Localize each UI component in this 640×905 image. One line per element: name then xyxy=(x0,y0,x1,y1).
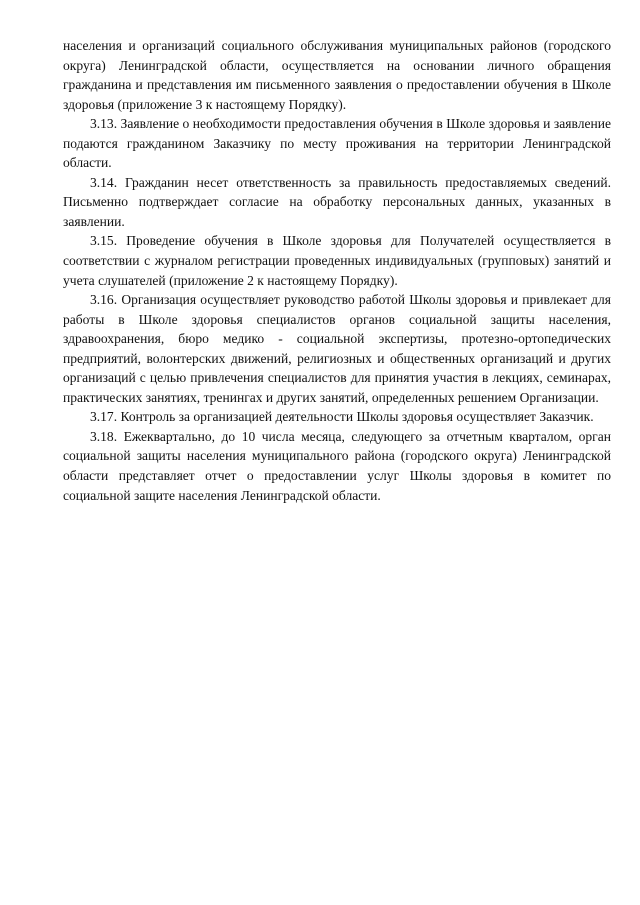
document-page xyxy=(63,36,611,505)
paragraph-continuation: населения и организаций социального обслуживания муниципальных районов (городского округа) Ленинградской области, осуществляется на основании личного обращения гражданина и представления им письменного заявления о предоставлении обучения в Школе здоровья (приложение 3 к настоящему Порядку). xyxy=(63,38,611,112)
paragraph-3-13: 3.13. Заявление о необходимости предоставления обучения в Школе здоровья и заявление подаются гражданином Заказчику по месту проживания на территории Ленинградской области. xyxy=(63,116,611,171)
paragraph-3-17: 3.17. Контроль за организацией деятельности Школы здоровья осуществляет Заказчик. xyxy=(90,409,594,425)
paragraph-3-18: 3.18. Ежеквартально, до 10 числа месяца, следующего за отчетным кварталом, орган социальной защиты населения муниципального района (городского округа) Ленинградской области представляет отчет о предоставлении услуг Школы здоровья в комитет по социальной защите населения Ленинградской области. xyxy=(63,428,611,503)
paragraph-3-15: 3.15. Проведение обучения в Школе здоровья для Получателей осуществляется в соответствии с журналом регистрации проведенных индивидуальных (групповых) занятий и учета слушателей (приложение 2 к настоящему Порядку). xyxy=(63,233,611,288)
paragraph-3-14: 3.14. Гражданин несет ответственность за правильность предоставляемых сведений. Письменно подтверждает согласие на обработку персональных данных, указанных в заявлении. xyxy=(63,174,611,229)
paragraph-3-16: 3.16. Организация осуществляет руководство работой Школы здоровья и привлекает для работы в Школе здоровья специалистов органов социальной защиты населения, здравоохранения, бюро медико - социальной экспертизы, протезно-ортопедических предприятий, волонтерских движений, религиозных и общественных организаций и других организаций с целью привлечения специалистов для принятия участия в лекциях, семинарах, практических занятиях, тренингах и других занятий, определенных решением Организации. xyxy=(63,292,611,405)
